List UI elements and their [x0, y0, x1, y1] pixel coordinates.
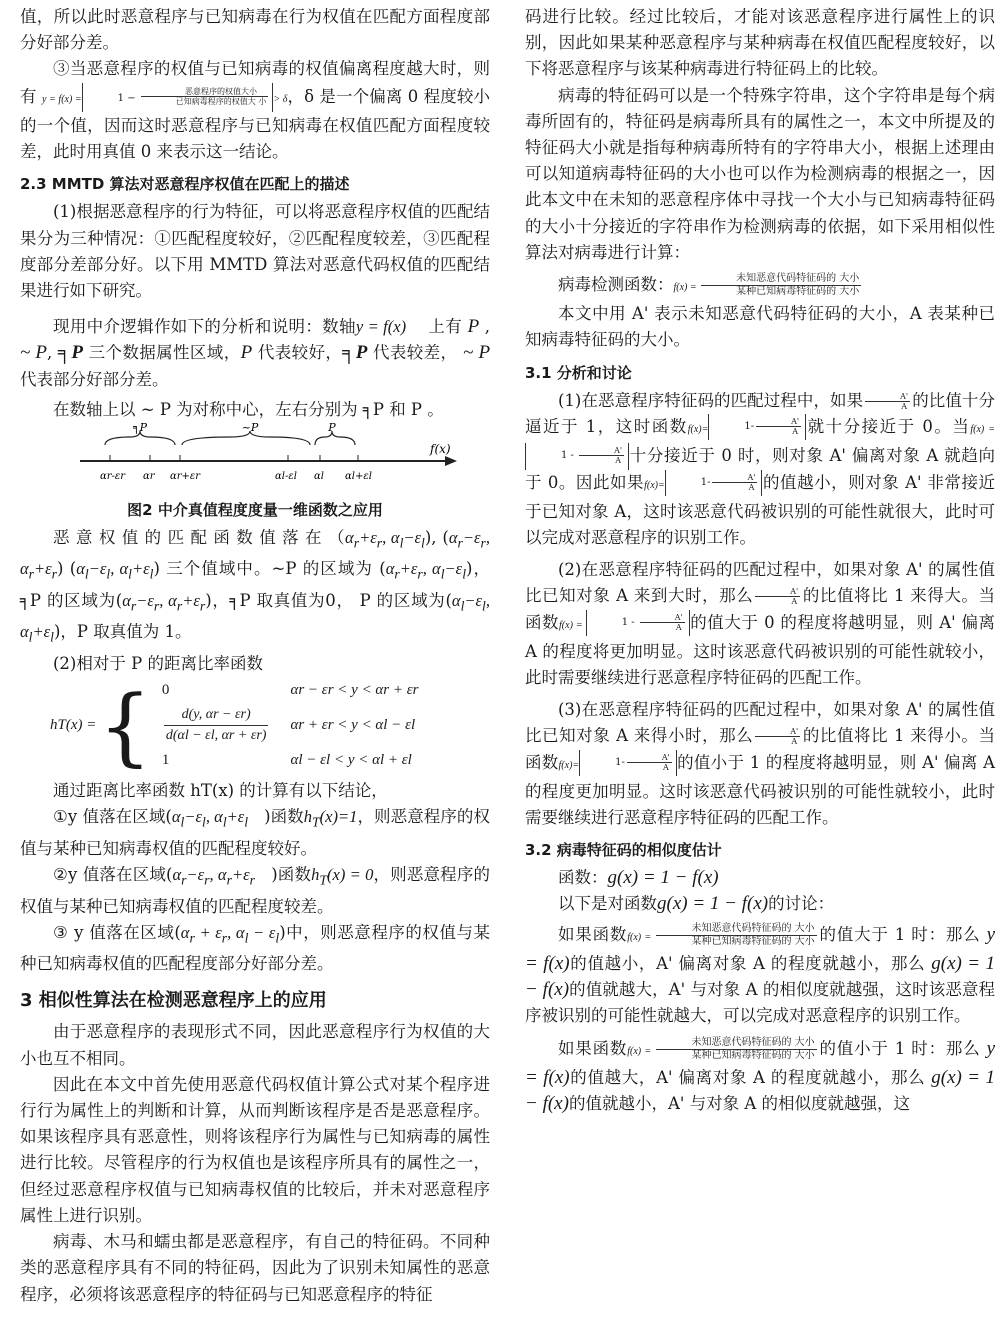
tick-label: αr: [143, 470, 155, 482]
paragraph: ②y 值落在区域($\alpha_r-\varepsilon_r$, $\alpha_r+\varepsilon_r$ )函数$h_T(x) = 0$，则恶意程序的权值与某种已知病毒权值的匹配程度较差。: [20, 865, 490, 916]
tick-label: αl-εl: [275, 470, 297, 482]
tick-label: αl+εl: [345, 470, 372, 482]
section-heading: 3.1 分析和讨论: [525, 363, 632, 382]
label-negP: ╕P: [132, 422, 148, 434]
paragraph: 码进行比较。经过比较后，才能对该恶意程序进行属性上的识别，因此如果某种恶意程序与某种病毒在权值匹配程度较好，以下将恶意程序与该某种病毒进行特征码上的比较。: [525, 7, 995, 79]
paragraph: (2)在恶意程序特征码的匹配过程中，如果对象 A' 的属性值比已知对象 A 来到大时，那么 $\frac{A'}{A}$ 的比值将比 1 来得大。当函数f(x) = 1 - $\frac{A'}{A}$ 的值大于 0 的程度将越明显，则 A' 偏离 A 的程度将更加明显。这时该恶意代码被识别的可能性就较小，此时需要继续进行恶意程序特征码的匹配工作。: [525, 560, 995, 688]
section-heading: 3.2 病毒特征码的相似度估计: [525, 841, 722, 860]
axis-arrow: [445, 456, 457, 466]
paragraph: 现用中介逻辑作如下的分析和说明：数轴y = f(x) 上有 P , ~ P, ╕P 三个数据属性区域，P 代表较好，╕P 代表较差， ~ P 代表部分好部分差。: [20, 316, 491, 389]
label-tildeP: ~P: [241, 422, 259, 434]
paragraph: ③当恶意程序的权值与已知病毒的权值偏离程度越大时，则有 y = f(x) = 1 − $\frac{\text{恶意程序的权值大小}}{\text{已知病毒程序的权值大 小}}$ > δ，δ 是一个偏离 0 程度较小的一个值，因而这时恶意程序与已知病毒在权值匹配方面程度较差，此时用真值 0 来表示这一结论。: [20, 59, 491, 162]
tick-label: αl: [314, 470, 324, 482]
paragraph: 如果函数f(x) = $\frac{\text{未知恶意代码特征码的 大小}}{\text{某种已知病毒特征码的 大小}}$ 的值小于 1 时：那么 y = f(x)的值越大，A' 偏离对象 A 的程度就越小，那么 g(x) = 1 − f(x)的值就越小，A' 与对象 A 的相似度就越强，这: [525, 1036, 996, 1114]
paragraph: 本文中用 A' 表示未知恶意代码特征码的大小，A 表某种已知病毒特征码的大小。: [525, 304, 995, 350]
paragraph: 函数：g(x) = 1 − f(x): [558, 867, 719, 889]
inline-formula: y = f(x) =: [42, 93, 82, 105]
detect-function: 病毒检测函数：f(x) = $\frac{\text{未知恶意代码特征码的 大小}}{\text{某种已知病毒特征码的 大小}}$: [558, 273, 860, 298]
tick-label: αr-εr: [100, 470, 126, 482]
right-column: [525, 4, 995, 1117]
paragraph: 因此在本文中首先使用恶意代码权值计算公式对某个程序进行行为属性上的判断和计算，从而判断该程序是否是恶意程序。如果该程序具有恶意性，则将该程序行为属性与已知病毒的属性进行比较。尽管程序的行为权值也是该程序所具有的属性之一，但经过恶意程序权值与已知病毒权值的比较后，并未对恶意程序属性上进行识别。: [20, 1074, 490, 1225]
paragraph: 在数轴上以 ~ P 为对称中心，左右分别为 ╕P 和 P 。: [53, 399, 444, 419]
paragraph: (1)根据恶意程序的行为特征，可以将恶意程序权值的匹配结果分为三种情况：①匹配程度较好，②匹配程度较差，③匹配程度部分差部分好。以下用 MMTD 算法对恶意代码权值的匹配结果进行如下研究。: [20, 202, 490, 300]
section-heading: 3 相似性算法在检测恶意程序上的应用: [20, 990, 327, 1012]
piecewise-function: hT(x) = { 0 αr − εr < y < αr + εr $\frac{d(y, \alpha r - \varepsilon r)}{d(\alpha l - \varepsilon l, \alpha r + \varepsilon r)}$ αr + εr < y < αl − εl 1 αl − εl < y < αl + εl: [50, 676, 419, 775]
paragraph: (2)相对于 P 的距离比率函数: [53, 653, 263, 673]
paragraph: ①y 值落在区域($\alpha_l-\varepsilon_l$, $\alpha_l+\varepsilon_l$ )函数$h_T(x)=1$，则恶意程序的权值与某种已知病毒权值的匹配程度较好。: [20, 807, 490, 858]
figure-2-number-line: [20, 423, 490, 493]
left-column: [20, 4, 490, 1308]
label-P: P: [328, 422, 336, 434]
axis-label-fx: f(x): [430, 441, 451, 456]
tick-label: αr+εr: [170, 470, 201, 482]
paragraph: (3)在恶意程序特征码的匹配过程中，如果对象 A' 的属性值比已知对象 A 来得小时，那么 $\frac{A'}{A}$ 的比值将比 1 来得小。当函数f(x)= 1- $\frac{A'}{A}$ 的值小于 1 的程度将越明显，则 A' 偏离 A 的程度更加明显。这时该恶意代码被识别的可能性就较小，此时需要继续进行恶意程序特征码的匹配工作。: [525, 700, 996, 828]
paragraph: 恶 意 权 值 的 匹 配 函 数 值 落 在 （$\alpha_r+\varepsilon_r$, $\alpha_l-\varepsilon_l$), ($\alpha_r-\varepsilon_r$, $\alpha_r+\varepsilon_r$) ($\alpha_l-\varepsilon_l$, $\alpha_l+\varepsilon_l$) 三个值域中。~P 的区域为 ($\alpha_r+\varepsilon_r$, $\alpha_l-\varepsilon_l$)，╕P 的区域为($\alpha_r-\varepsilon_r$, $\alpha_r+\varepsilon_r$)，╕P 取真值为0， P 的区域为($\alpha_l-\varepsilon_l$, $\alpha_l+\varepsilon_l$)，P 取真值为 1。: [20, 527, 491, 645]
paragraph: 通过距离比率函数 hT(x) 的计算有以下结论，: [53, 781, 388, 801]
paragraph: 以下是对函数g(x) = 1 − f(x)的讨论：: [558, 893, 835, 915]
paragraph: 如果函数f(x) = $\frac{\text{未知恶意代码特征码的 大小}}{\text{某种已知病毒特征码的 大小}}$ 的值大于 1 时：那么 y = f(x)的值越小，A' 偏离对象 A 的程度就越小，那么 g(x) = 1 − f(x)的值就越大，A' 与对象 A 的相似度就越强，这时该恶意程序被识别的可能性就越大，可以完成对恶意程序的识别工作。: [525, 922, 996, 1026]
paragraph: 值，所以此时恶意程序与已知病毒在行为权值在匹配方面程度部分好部分差。: [20, 7, 490, 53]
paragraph: 由于恶意程序的表现形式不同，因此恶意程序行为权值的大小也互不相同。: [20, 1022, 490, 1068]
paragraph: ③ y 值落在区域($\alpha_r + \varepsilon_r$, $\alpha_l - \varepsilon_l$)中，则恶意程序的权值与某种已知病毒权值的匹配程度部分好部分差。: [20, 922, 491, 974]
paragraph: (1)在恶意程序特征码的匹配过程中，如果 $\frac{A'}{A}$ 的比值十分逼近于 1，这时函数f(x)= 1- $\frac{A'}{A}$ 就十分接近于 0。当f(x) =1 - $\frac{A'}{A}$ 十分接近于 0 时，则对象 A' 偏离对象 A 就趋向于 0。因此如果f(x)= 1- $\frac{A'}{A}$ 的值越小，则对象 A' 非常接近于已知对象 A，这时该恶意代码被识别的可能性就很大，此时可以完成对恶意程序的识别工作。: [525, 390, 996, 548]
figure-caption: 图2 中介真值程度度量一维函数之应用: [127, 500, 383, 519]
section-heading: 2.3 MMTD 算法对恶意程序权值在匹配上的描述: [20, 175, 350, 194]
paragraph: 病毒、木马和蠕虫都是恶意程序，有自己的特征码。不同种类的恶意程序具有不同的特征码，因此为了识别未知属性的恶意程序，必须将该恶意程序的特征码与已知恶意程序的特征: [20, 1232, 490, 1304]
paragraph: 病毒的特征码可以是一个特殊字符串，这个字符串是每个病毒所固有的，特征码是病毒所具有的属性之一，本文中所提及的特征码大小就是指每种病毒所特有的字符串大小，根据上述理由可以知道病毒特征码的大小也可以作为检测病毒的根据之一，因此本文中在未知的恶意程序体中寻找一个大小与已知病毒特征码的大小十分接近的字符串作为检测病毒的依据，如下采用相似性算法对病毒进行计算：: [525, 85, 995, 262]
